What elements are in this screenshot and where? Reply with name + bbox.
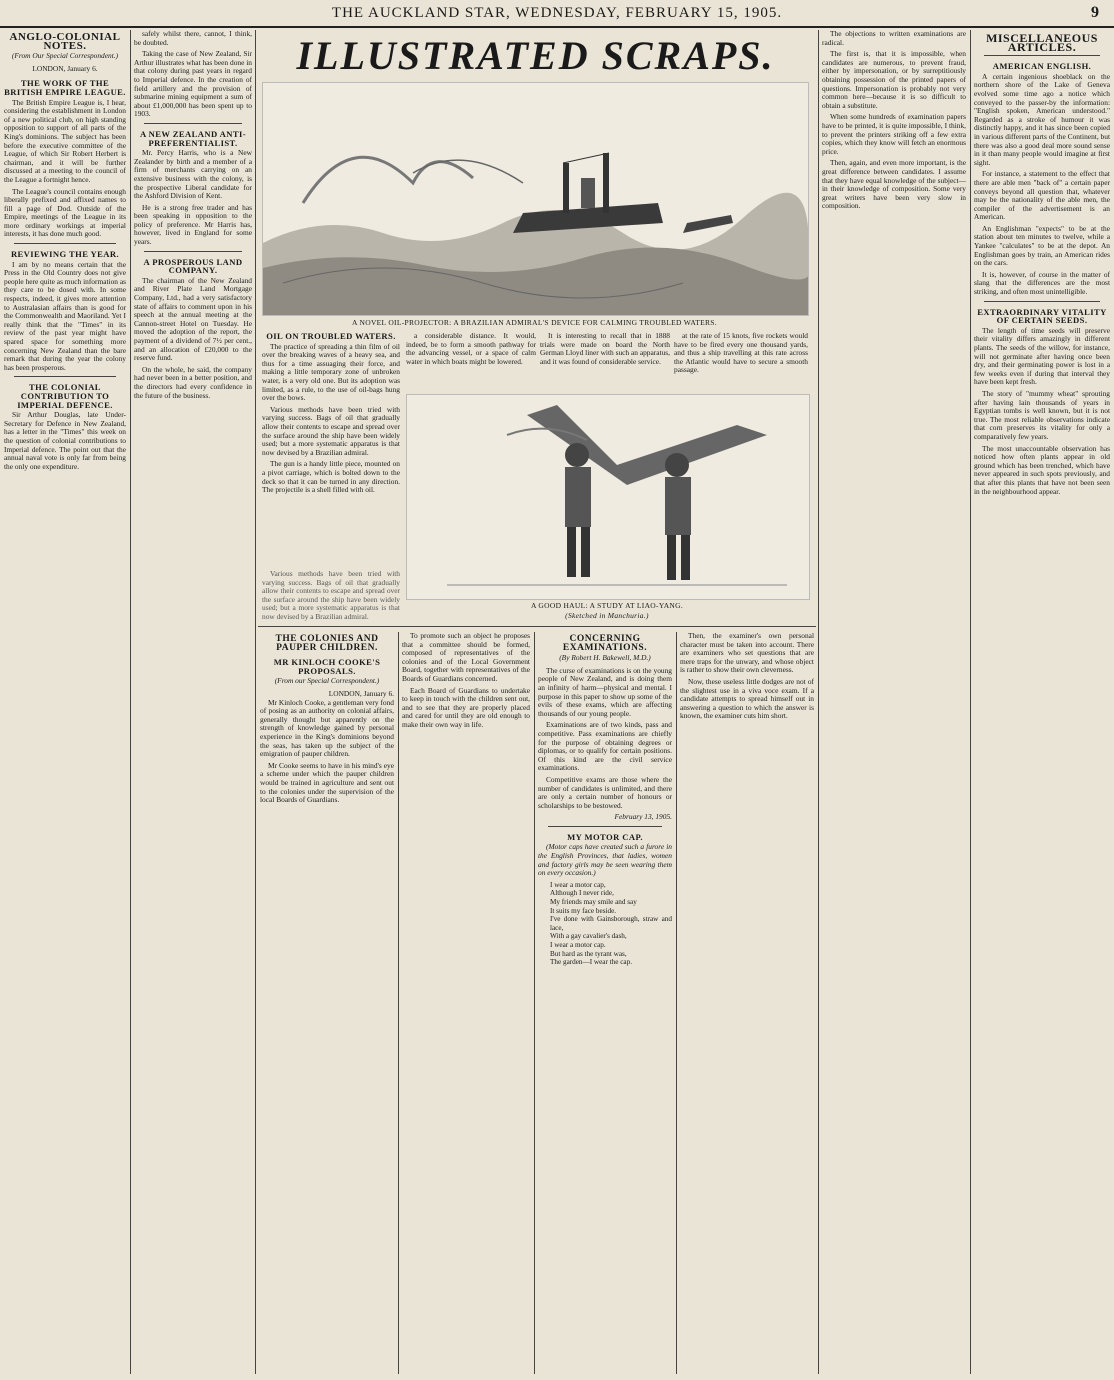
examinations-paragraph: Then, the examiner's own personal character must be taken into account. There are examiners who set questions that are mere traps for the unwary, and whose object is rather to show their own cleverness. <box>680 632 814 675</box>
oil-article-col-2 <box>406 332 536 390</box>
column-miscellaneous <box>974 30 1110 1374</box>
examinations-title: CONCERNING EXAMINATIONS. <box>562 634 648 653</box>
liao-yang-subcaption: (Sketched in Manchuria.) <box>565 611 649 620</box>
oil-projector-illustration <box>262 82 809 316</box>
liao-yang-caption: A GOOD HAUL: A STUDY AT LIAO-YANG. <box>530 601 684 610</box>
oil-article-col-1 <box>262 332 400 564</box>
anglo-colonial-subhead-1: THE WORK OF THE BRITISH EMPIRE LEAGUE. <box>4 78 126 97</box>
anglo-colonial-paragraph: The British Empire League is, I hear, considering the establishment in London of a new political club, on high standing opposition to support of all parts of the King's dominions. The subject has been before the executive committee of the League, of which Sir Robert Herbert is chairman, and it will be further discussed at a meeting to the council of the League a fortnight hence. <box>4 97 126 184</box>
ship-storm-drawing <box>263 83 808 315</box>
anti-preferentialist-paragraph: He is a strong free trader and has been speaking in opposition to the policy of preference. Mr Harris has, however, lived in England for some years. <box>134 202 252 247</box>
objections-paragraph: When some hundreds of examination papers have to be printed, it is quite impossible, I think, to prevent the printers striking off a few extra copies, which they know will fetch an enormous price. <box>822 112 966 156</box>
examinations-paragraph: Competitive exams are those where the number of candidates is unlimited, and there are only a certain number of honours or scholarships to be bestowed. <box>538 774 672 810</box>
oil-article-paragraph: The practice of spreading a thin film of oil over the breaking waves of a heavy sea, and thus for a time assuaging their force, and making a little temporary zone of unbroken water, is a very old one. But its adoption was limited, as a rule, to the use of oil-bags hung over the bows. <box>262 341 400 403</box>
divider <box>258 626 816 627</box>
column-defence-notes <box>134 30 252 1374</box>
american-english-paragraph: It is, however, of course in the matter of slang that the differences are the most striking, and often most unintelligible. <box>974 269 1110 297</box>
colonies-dateline: LONDON, January 6. <box>328 688 394 698</box>
poem-line: With a gay cavalier's dash, <box>550 932 627 941</box>
defence-paragraph: safely whilst there, cannot, I think, be doubted. <box>134 30 252 47</box>
land-company-paragraph: The chairman of the New Zealand and River Plate Land Mortgage Company, Ltd., had a very satisfactory state of affairs to comment upon in his speech at the annual meeting at the Cannon-street Hotel on Tuesday. He moved the adoption of the report, the payment of a dividend of 7½ per cent., and an allocation of £20,000 to the reserve fund. <box>134 275 252 363</box>
examinations-article <box>538 632 672 1374</box>
colonies-paragraph: To promote such an object he proposes that a committee should be formed, composed of representatives of the colonies and of the Local Government Board, together with representatives of the Boards of Guardians concerned. <box>402 632 530 683</box>
poem-line: I wear a motor cap. <box>550 941 606 949</box>
anglo-colonial-paragraph: I am by no means certain that the Press in the Old Country does not give people here quite as much information as they care to be dosed with. In some respects, indeed, it gives more attention to Australasian affairs than is good for the Commonwealth and Maoriland. Yet I really think that the "Times" in its review of the past year might have spared space for something more concerning New Zealand than the bare remark that during the year the colony has been prosperous. <box>4 259 126 372</box>
colonies-credit: (From our Special Correspondent.) <box>274 676 380 686</box>
american-english-paragraph: For instance, a statement to the effect that there are able men "back of" a certain paper conveys beyond all question that, whatever may be the nationality of the able men, the compiler of the advertisement is an American. <box>974 169 1110 222</box>
oil-article-paragraph: Various methods have been tried with varying success. Bags of oil that gradually allow their contents to escape and spread over the surface around the ship have been widely used; but a more systematic apparatus is that now devised by a Brazilian admiral. <box>262 404 400 457</box>
oil-article-paragraph: The gun is a handy little piece, mounted on a pivot carriage, which is bolted down to the deck so that it can be turned in any direction. The projectile is a shell filled with oil. <box>262 459 400 495</box>
page-number: 9 <box>1091 4 1100 21</box>
seeds-subhead: EXTRAORDINARY VITALITY OF CERTAIN SEEDS. <box>977 306 1107 326</box>
anglo-colonial-dateline: LONDON, January 6. <box>32 63 98 73</box>
objections-paragraph: The objections to written examinations are radical. <box>822 30 966 47</box>
divider <box>984 301 1100 302</box>
divider <box>548 826 662 827</box>
land-company-subhead: A PROSPEROUS LAND COMPANY. <box>143 256 243 276</box>
column-rule <box>130 30 131 1374</box>
anti-preferentialist-subhead: A NEW ZEALAND ANTI-PREFERENTIALIST. <box>139 128 247 148</box>
poem-line: Although I never ride, <box>550 889 614 898</box>
oil-article-heading: OIL ON TROUBLED WATERS. <box>266 332 396 341</box>
examinations-paragraph: The curse of examinations is on the young people of New Zealand, and is doing them an infinity of harm—physical and mental. I purpose in this paper to show up some of the evils of these exams, which are affecting thousands of our young people. <box>538 665 672 718</box>
examinations-paragraph: Now, these useless little dodges are not of the slightest use in a viva voce exam. If a candidate attempts to spread himself out in answering a question to which the answer is known, the examiner cuts him short. <box>680 676 814 721</box>
poem-line: My friends may smile and say <box>550 898 637 907</box>
colonies-paragraph: Mr Cooke seems to have in his mind's eye a scheme under which the pauper children would be trained in agriculture and sent out to the colonies under the supervision of the local Boards of Guardians. <box>260 760 394 805</box>
miscellaneous-title: MISCELLANEOUS ARTICLES. <box>986 31 1098 54</box>
oil-article-paragraph: Various methods have been tried with varying success. Bags of oil that gradually allow their contents to escape and spread over the surface around the ship have been widely used; but a more systematic apparatus is that now devised by a Brazilian admiral. <box>262 570 400 621</box>
soldiers-drawing <box>407 395 809 599</box>
poem-line: But hard as the tyrant was, <box>550 949 627 958</box>
seeds-paragraph: The story of "mummy wheat" sprouting after having lain thousands of years in Egyptian tombs is well known, but it is not true. The most reliable observations indicate that corn preserves its vitality for only a comparatively few years. <box>974 388 1110 441</box>
column-rule <box>255 30 256 1374</box>
objections-paragraph: Then, again, and even more important, is the great difference between candidates. I assume that they have equal knowledge of the subject—in their knowledge of composition. Some very great writers have been very slow in composition. <box>822 158 966 211</box>
divider <box>14 376 116 377</box>
colonies-article-col-1 <box>260 632 394 1374</box>
examinations-byline: (By Robert H. Bakewell, M.D.) <box>559 653 651 663</box>
column-rule <box>970 30 971 1374</box>
divider <box>144 123 242 124</box>
oil-article-col-3 <box>540 332 670 390</box>
column-rule <box>398 632 399 1374</box>
divider <box>144 251 242 252</box>
anglo-colonial-subhead-3: THE COLONIAL CONTRIBUTION TO IMPERIAL DEFENCE. <box>17 382 113 410</box>
motor-cap-intro: (Motor caps have created such a furore in the English Provinces, that ladies, women and factory girls may be seen wearing them on every occasion.) <box>538 842 672 878</box>
examinations-paragraph: Examinations are of two kinds, pass and competitive. Pass examinations are chiefly for the purpose of obtaining degrees or diplomas, or to qualify for certain positions. Of this kind are the civil service examinations. <box>538 720 672 773</box>
colonies-subhead: MR KINLOCH COOKE'S PROPOSALS. <box>273 657 381 676</box>
column-rule <box>534 632 535 1374</box>
divider <box>984 55 1100 56</box>
poem-line: It suits my face beside. <box>550 906 617 915</box>
land-company-paragraph: On the whole, he said, the company had never been in a better position, and the directors had every confidence in the future of the business. <box>134 364 252 400</box>
colonies-title: THE COLONIES AND PAUPER CHILDREN. <box>275 634 379 653</box>
liao-yang-illustration <box>406 394 810 600</box>
colonies-paragraph: Mr Kinloch Cooke, a gentleman very fond of posing as an authority on colonial affairs, generally thought but apparently on the strength of knowledge gained by personal experience in the King's dominions beyond the seas, has taken up the subject of the emigration of pauper children. <box>260 697 394 759</box>
oil-article-continued <box>262 570 400 638</box>
american-english-paragraph: An Englishman "expects" to be at the station about ten minutes to twelve, while a Yankee "calculates" to be at the depot. An Englishman goes by train, an American rides on the cars. <box>974 223 1110 268</box>
examinations-continued <box>680 632 814 1374</box>
poem-line: The garden—I wear the cap. <box>550 958 633 967</box>
column-objections <box>822 30 966 1374</box>
oil-article-col-4 <box>674 332 808 390</box>
seeds-paragraph: The length of time seeds will preserve their vitality differs amazingly in different plants. The seeds of the willow, for instance, will not germinate after having once been dry, and their germinating power is lost in a few weeks even if during that interval they have been kept fresh. <box>974 325 1110 387</box>
objections-paragraph: The first is, that it is impossible, when candidates are numerous, to prevent fraud, either by impersonation, or by surreptitiously obtaining possession of the printed papers of questions. Impersonation is probably not very common here—because it is so difficult to obtain a substitute. <box>822 49 966 110</box>
masthead <box>0 0 1114 28</box>
colonies-paragraph: Each Board of Guardians to undertake to keep in touch with the children sent out, and to see that they are properly placed and cared for until they are old enough to make their own way in life. <box>402 685 530 729</box>
masthead-title: THE AUCKLAND STAR, WEDNESDAY, FEBRUARY 15, 1905. <box>331 4 783 21</box>
seeds-paragraph: The most unaccountable observation has noticed how often plants appear in old ground which has been trenched, which have never appeared in such spots previously, and that after this plants that have not been seen in the neighbourhood appear. <box>974 443 1110 496</box>
defence-paragraph: Taking the case of New Zealand, Sir Arthur illustrates what has been done in that colony during past years in regard to Imperial defence. In the creation of field artillery and the provision of submarine mining equipment a sum of about £1,000,000 has been spent up to 1903. <box>134 49 252 119</box>
examinations-date: February 13, 1905. <box>614 812 672 822</box>
anglo-colonial-paragraph: Sir Arthur Douglas, late Under-Secretary for Defence in New Zealand, has a letter in the "Times" this week on the question of colonial contributions to Imperial defence. The point out that the annual naval vote is only far from being the only one expenditure. <box>4 410 126 471</box>
american-english-paragraph: A certain ingenious shoeblack on the northern shore of the Lake of Geneva evolved some time ago a notice which conveyed to the passer-by the information: "English spoken, American understood." Regarded as a stroke of humour it was distinctly happy, and it has since been copied in various different parts of the Continent, but there was also a good deal more sound sense in it than many people would imagine at first sight. <box>974 71 1110 167</box>
anti-preferentialist-paragraph: Mr. Percy Harris, who is a New Zealander by birth and a member of a firm of merchants carrying on an extensive business with the colony, is the prospective Liberal candidate for the Ashford Division of Kent. <box>134 148 252 201</box>
oil-article-paragraph: a considerable distance. It would, indeed, be to form a smooth pathway for the advancing vessel, or a space of calm water in which boats might be lowered. <box>406 332 536 366</box>
column-rule <box>676 632 677 1374</box>
poem-line: I've done with Gainsborough, straw and lace, <box>550 915 672 932</box>
divider <box>14 243 116 244</box>
illustrated-scraps-title: ILLUSTRATED SCRAPS. <box>296 33 775 78</box>
poem-line: I wear a motor cap, <box>550 880 606 889</box>
anglo-colonial-subhead-2: REVIEWING THE YEAR. <box>10 249 120 260</box>
oil-projector-caption: A NOVEL OIL-PROJECTOR: A BRAZILIAN ADMIRAL'S DEVICE FOR CALMING TROUBLED WATERS. <box>352 318 717 327</box>
motor-cap-poem <box>538 881 672 967</box>
column-rule <box>818 30 819 1374</box>
anglo-colonial-paragraph: The League's council contains enough liberally prefixed and affixed names to fill a page of Dod. Outside of the Empire, meetings of the League in its more ordinary workings at imperial interests, it has done much good. <box>4 186 126 239</box>
oil-article-paragraph: It is interesting to recall that in 1888 trials were made on board the North German Lloyd liner with such an apparatus, and it was found of considerable service. <box>540 332 670 366</box>
motor-cap-title: MY MOTOR CAP. <box>567 831 643 842</box>
colonies-article-col-2 <box>402 632 530 1374</box>
anglo-colonial-credit: (From Our Special Correspondent.) <box>11 51 119 61</box>
anglo-colonial-title: ANGLO-COLONIAL NOTES. <box>9 31 121 52</box>
oil-article-paragraph: at the rate of 15 knots, five rockets would have to be fired every one thousand yards, and thus a ship travelling at this rate across the Atlantic would have to secure a smooth passage. <box>674 332 808 375</box>
american-english-subhead: AMERICAN ENGLISH. <box>992 61 1092 72</box>
column-anglo-colonial-notes <box>4 30 126 1374</box>
